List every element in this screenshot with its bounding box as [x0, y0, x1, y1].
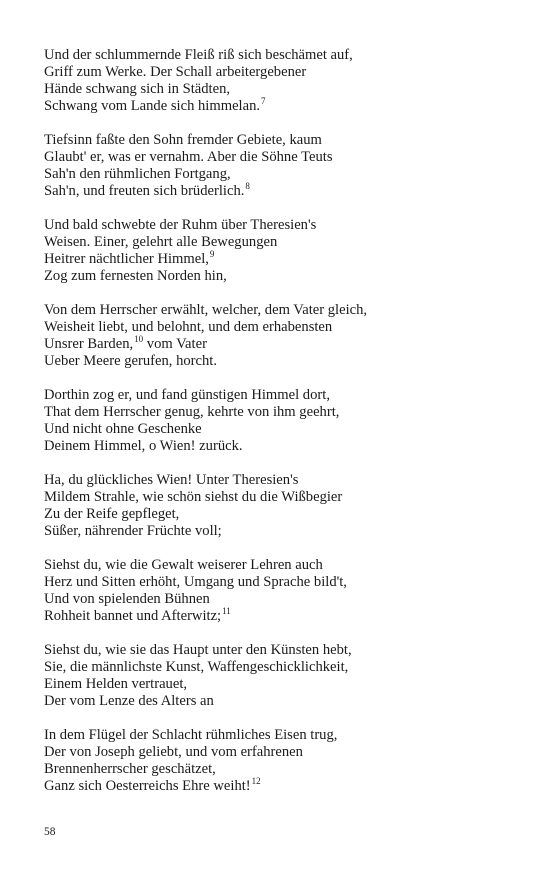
footnote-marker: 10	[134, 334, 144, 344]
verse-line	[44, 659, 524, 676]
verse-line	[44, 302, 524, 319]
verse-text: Der vom Lenze des Alters an	[44, 693, 214, 709]
verse-text: Heitrer nächtlicher Himmel,	[44, 251, 209, 267]
verse-line	[44, 166, 524, 183]
verse-line	[44, 268, 524, 285]
verse-line	[44, 472, 524, 489]
verse-text: Schwang vom Lande sich himmelan.	[44, 98, 261, 114]
verse-line	[44, 64, 524, 81]
footnote-marker: 12	[251, 776, 261, 786]
verse-line	[44, 557, 524, 574]
poem-body	[44, 47, 524, 812]
verse-text: Siehst du, wie sie das Haupt unter den Künsten hebt,	[44, 642, 352, 658]
verse-line	[44, 47, 524, 64]
footnote-marker: 9	[209, 249, 215, 259]
verse-text: Ganz sich Oesterreichs Ehre weiht!	[44, 778, 251, 794]
stanza	[44, 557, 524, 625]
verse-line	[44, 132, 524, 149]
verse-text: Ha, du glückliches Wien! Unter Theresien's	[44, 472, 299, 488]
verse-text: Weisheit liebt, und belohnt, und dem erhabensten	[44, 319, 333, 335]
verse-line	[44, 387, 524, 404]
verse-text: Mildem Strahle, wie schön siehst du die Wißbegier	[44, 489, 343, 505]
verse-line	[44, 693, 524, 710]
verse-line	[44, 778, 524, 795]
verse-line	[44, 608, 524, 625]
footnote-marker: 11	[222, 606, 231, 616]
verse-line	[44, 183, 524, 200]
verse-line	[44, 81, 524, 98]
stanza	[44, 217, 524, 285]
verse-line	[44, 727, 524, 744]
verse-line	[44, 744, 524, 761]
stanza	[44, 387, 524, 455]
stanza	[44, 47, 524, 115]
verse-line	[44, 421, 524, 438]
footnote-marker: 8	[245, 181, 250, 191]
verse-line	[44, 234, 524, 251]
verse-text: Sie, die männlichste Kunst, Waffengeschicklichkeit,	[44, 659, 349, 675]
verse-line	[44, 353, 524, 370]
verse-text: Siehst du, wie die Gewalt weiserer Lehren auch	[44, 557, 323, 573]
verse-text: Zu der Reife gepfleget,	[44, 506, 180, 522]
verse-text: Weisen. Einer, gelehrt alle Bewegungen	[44, 234, 278, 250]
page-number: 58	[44, 826, 56, 838]
verse-line	[44, 319, 524, 336]
verse-text: Brennenherrscher geschätzet,	[44, 761, 216, 777]
verse-text: Dorthin zog er, und fand günstigen Himmel dort,	[44, 387, 330, 403]
verse-text: Tiefsinn faßte den Sohn fremder Gebiete, kaum	[44, 132, 322, 148]
stanza	[44, 642, 524, 710]
verse-line	[44, 642, 524, 659]
verse-text: Und von spielenden Bühnen	[44, 591, 210, 607]
stanza	[44, 302, 524, 370]
verse-line	[44, 217, 524, 234]
verse-line	[44, 336, 524, 353]
verse-text: Und der schlummernde Fleiß riß sich beschämet auf,	[44, 47, 353, 63]
verse-line	[44, 489, 524, 506]
footnote-marker: 7	[261, 96, 266, 106]
verse-line	[44, 591, 524, 608]
verse-text: Ueber Meere gerufen, horcht.	[44, 353, 218, 369]
verse-text: Unsrer Barden,	[44, 336, 134, 352]
verse-text: Zog zum fernesten Norden hin,	[44, 268, 227, 284]
verse-text: Glaubt' er, was er vernahm. Aber die Söhne Teuts	[44, 149, 333, 165]
verse-text: Rohheit bannet und Afterwitz;	[44, 608, 222, 624]
verse-line	[44, 438, 524, 455]
verse-line	[44, 523, 524, 540]
verse-line	[44, 404, 524, 421]
verse-line	[44, 761, 524, 778]
verse-line	[44, 676, 524, 693]
verse-text: That dem Herrscher genug, kehrte von ihm geehrt,	[44, 404, 340, 420]
verse-text: Hände schwang sich in Städten,	[44, 81, 231, 97]
verse-text-continued: vom Vater	[143, 336, 207, 352]
verse-text: Griff zum Werke. Der Schall arbeitergebener	[44, 64, 307, 80]
stanza	[44, 132, 524, 200]
verse-line	[44, 98, 524, 115]
verse-text: Einem Helden vertrauet,	[44, 676, 188, 692]
verse-line	[44, 506, 524, 523]
verse-text: Und nicht ohne Geschenke	[44, 421, 202, 437]
verse-text: Herz und Sitten erhöht, Umgang und Sprache bild't,	[44, 574, 347, 590]
verse-line	[44, 251, 524, 268]
verse-text: Süßer, nährender Früchte voll;	[44, 523, 222, 539]
stanza	[44, 727, 524, 795]
verse-text: Von dem Herrscher erwählt, welcher, dem Vater gleich,	[44, 302, 368, 318]
verse-line	[44, 574, 524, 591]
verse-text: In dem Flügel der Schlacht rühmliches Eisen trug,	[44, 727, 338, 743]
verse-line	[44, 149, 524, 166]
verse-text: Deinem Himmel, o Wien! zurück.	[44, 438, 243, 454]
verse-text: Sah'n, und freuten sich brüderlich.	[44, 183, 245, 199]
stanza	[44, 472, 524, 540]
verse-text: Der von Joseph geliebt, und vom erfahrenen	[44, 744, 303, 760]
verse-text: Und bald schwebte der Ruhm über Theresien's	[44, 217, 317, 233]
verse-text: Sah'n den rühmlichen Fortgang,	[44, 166, 231, 182]
